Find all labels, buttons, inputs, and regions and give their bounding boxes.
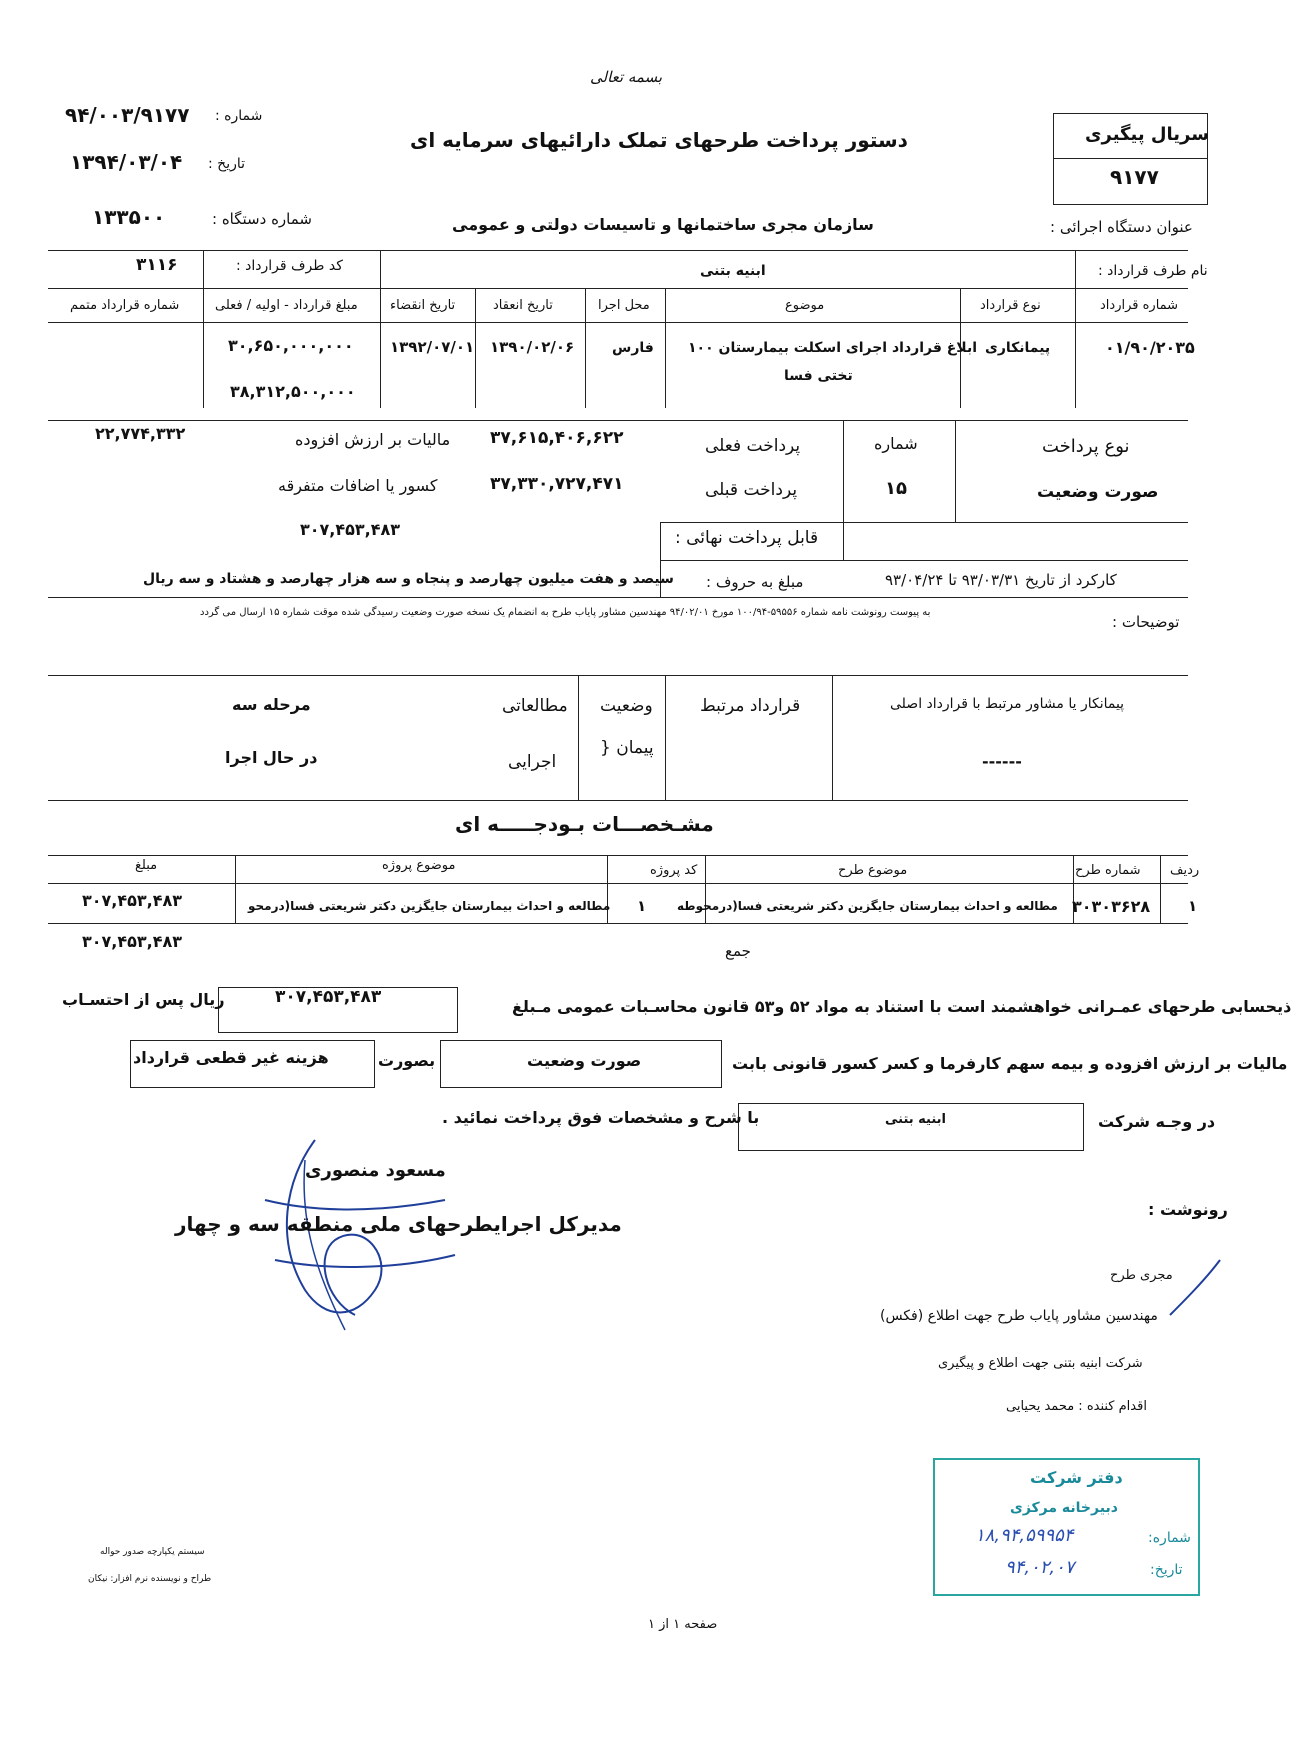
th-expiry-date: تاریخ انقضاء <box>390 298 456 313</box>
amount-initial: ۳۰,۶۵۰,۰۰۰,۰۰۰ <box>228 336 354 355</box>
stamp-subtitle: دبیرخانه مرکزی <box>1010 1500 1118 1516</box>
contractor-value: ------ <box>982 752 1022 771</box>
page-number: صفحه ۱ از ۱ <box>648 1617 718 1632</box>
instruction-line3-a: در وجـه شرکت <box>1098 1112 1216 1131</box>
instruction-line1-b: ریال پس از احتسـاب <box>62 990 225 1009</box>
deductions-label: کسور یا اضافات متفرقه <box>278 476 438 495</box>
budget-total-label: جمع <box>725 942 751 960</box>
expiry-date: ۱۳۹۲/۰۷/۰۱ <box>390 338 475 356</box>
executive-org-value: سازمان مجری ساختمانها و تاسیسات دولتی و عمومی <box>452 215 874 234</box>
signer-name: مسعود منصوری <box>305 1160 446 1181</box>
budget-row-amount: ۳۰۷,۴۵۳,۴۸۳ <box>82 891 183 910</box>
tracking-serial-value: ۹۱۷۷ <box>1110 165 1159 189</box>
in-words-value: سیصد و هفت میلیون چهارصد و پنجاه و سه هزار چهارصد و هشتاد و سه ریال <box>143 571 674 587</box>
budget-plan-subject: مطالعه و احداث بیمارستان جایگزین دکتر شریعتی فسا(درمحوطه <box>677 899 1058 913</box>
th-project-subject: موضوع پروژه <box>382 858 456 873</box>
system-line2: طراح و نویسنده نرم افزار: نیکان <box>88 1574 212 1584</box>
budget-title: مشـخصـــات بـودجـــــه ای <box>455 812 714 836</box>
party-name-value: ابنیه بتنی <box>700 263 766 279</box>
previous-payment-label: پرداخت قبلی <box>705 480 798 500</box>
budget-total-value: ۳۰۷,۴۵۳,۴۸۳ <box>82 932 183 951</box>
payment-number-value: ۱۵ <box>885 478 907 499</box>
contract-subject-line1: ابلاغ قرارداد اجرای اسکلت بیمارستان ۱۰۰ <box>688 340 977 356</box>
date-value: ۱۳۹۴/۰۳/۰۴ <box>70 150 183 174</box>
instruction-line3-company: ابنیه بتنی <box>885 1112 947 1127</box>
stamp-date-value: ۹۴,۰۲,۰۷ <box>1005 1557 1075 1578</box>
contract-location: فارس <box>612 340 654 356</box>
party-code-value: ۳۱۱۶ <box>136 255 178 275</box>
work-period: کارکرد از تاریخ ۹۳/۰۳/۳۱ تا ۹۳/۰۴/۲۴ <box>885 571 1117 589</box>
conclusion-date: ۱۳۹۰/۰۲/۰۶ <box>490 338 575 356</box>
in-words-label: مبلغ به حروف : <box>706 573 804 591</box>
th-plan-number: شماره طرح <box>1075 863 1141 878</box>
th-supplement: شماره قرارداد متمم <box>70 298 180 313</box>
th-subject: موضوع <box>785 298 825 313</box>
stamp-number-label: شماره: <box>1148 1530 1191 1546</box>
current-payment-value: ۳۷,۶۱۵,۴۰۶,۶۲۲ <box>490 428 624 448</box>
budget-row-index: ۱ <box>1188 897 1198 915</box>
number-value: ۹۴/۰۰۳/۹۱۷۷ <box>65 103 190 127</box>
current-payment-label: پرداخت فعلی <box>705 436 801 456</box>
budget-plan-number: ۳۰۳۰۳۶۲۸ <box>1072 897 1151 916</box>
progress-value: در حال اجرا <box>225 748 318 767</box>
contractor-label: پیمانکار یا مشاور مرتبط با قرارداد اصلی <box>890 696 1125 712</box>
final-payable-label: قابل پرداخت نهائی : <box>675 528 819 548</box>
payment-number-label: شماره <box>874 434 918 453</box>
copy-item-1: مجری طرح <box>1110 1268 1173 1283</box>
number-label: شماره : <box>215 108 263 124</box>
payment-type-value: صورت وضعیت <box>1037 482 1159 502</box>
payment-type-label: نوع پرداخت <box>1042 436 1130 457</box>
date-label: تاریخ : <box>208 156 246 172</box>
instruction-line3-b: با شرح و مشخصات فوق پرداخت نمائید . <box>442 1108 760 1127</box>
tracking-serial-label: سریال پیگیری <box>1085 124 1209 145</box>
copy-item-2: مهندسین مشاور پایاب طرح جهت اطلاع (فکس) <box>880 1308 1158 1324</box>
vat-value: ۲۲,۷۷۴,۳۳۲ <box>95 424 186 443</box>
device-number-value: ۱۳۳۵۰۰ <box>92 205 166 229</box>
instruction-line2-b: بصورت <box>378 1051 436 1070</box>
stamp-title: دفتر شرکت <box>1030 1468 1123 1487</box>
executive-org-label: عنوان دستگاه اجرائی : <box>1050 218 1193 236</box>
contract-type: پیمانکاری <box>985 340 1051 356</box>
th-plan-subject: موضوع طرح <box>838 863 908 878</box>
instruction-line1-amount: ۳۰۷,۴۵۳,۴۸۳ <box>275 987 382 1007</box>
contract-number: ۰۱/۹۰/۲۰۳۵ <box>1105 338 1195 357</box>
vat-label: مالیات بر ارزش افزوده <box>295 430 451 449</box>
status-label: وضعیت <box>600 696 653 716</box>
deductions-value: ۳۰۷,۴۵۳,۴۸۳ <box>300 520 401 539</box>
copies-label: رونوشت : <box>1148 1200 1228 1219</box>
action-by: اقدام کننده : محمد یحیایی <box>1006 1399 1147 1414</box>
instruction-line2-a: مالیات بر ارزش افزوده و بیمه سهم کارفرما و کسر کسور قانونی بابت <box>732 1054 1288 1073</box>
stamp-date-label: تاریخ: <box>1150 1562 1183 1578</box>
instruction-line1-a: ذیحسابی طرحهای عمـرانی خواهشمند است با استناد به مواد ۵۲ و۵۳ قانون محاسـبات عمومی مـبلغ <box>512 997 1291 1016</box>
previous-payment-value: ۳۷,۳۳۰,۷۲۷,۴۷۱ <box>490 474 624 494</box>
budget-project-subject: مطالعه و احداث بیمارستان جایگزین دکتر شریعتی فسا(درمحو <box>248 899 611 913</box>
instruction-line2-box: صورت وضعیت <box>527 1051 642 1070</box>
th-contract-type: نوع قرارداد <box>980 298 1041 313</box>
tick-mark-icon <box>1160 1255 1230 1325</box>
signer-position: مدیرکل اجرایطرحهای ملی منطقه سه و چهار <box>175 1212 622 1236</box>
copy-item-3: شرکت ابنیه بتنی جهت اطلاع و پیگیری <box>938 1356 1143 1371</box>
th-conclusion-date: تاریخ انعقاد <box>493 298 553 313</box>
basmala: بسمه تعالی <box>590 68 663 86</box>
th-contract-number: شماره قرارداد <box>1100 298 1179 313</box>
stamp-number-value: ۱۸,۹۴,۵۹۹۵۴ <box>975 1525 1074 1546</box>
contract-subject-line2: تختی فسا <box>784 368 853 384</box>
system-line1: سیستم یکپارچه صدور حواله <box>100 1547 205 1557</box>
th-project-code: کد پروژه <box>650 863 698 878</box>
related-contract-label: قرارداد مرتبط <box>700 696 801 716</box>
contract-brace-label: پیمان { <box>600 738 654 758</box>
instruction-line2-c: هزینه غیر قطعی قرارداد <box>133 1048 329 1067</box>
study-label: مطالعاتی <box>502 696 568 716</box>
budget-project-code: ۱ <box>637 897 647 915</box>
th-amount: مبلغ قرارداد - اولیه / فعلی <box>215 298 358 313</box>
device-number-label: شماره دستگاه : <box>212 210 312 228</box>
page-title: دستور پرداخت طرحهای تملک دارائیهای سرمایه ای <box>410 128 908 152</box>
th-location: محل اجرا <box>598 298 650 313</box>
notes-value: به پیوست رونوشت نامه شماره ۵۹۵۵۶-۱۰۰/۹۴ مورخ ۹۴/۰۲/۰۱ مهندسین مشاور پایاب طرح به انضمام یک نسخه صورت وضعیت رسیدگی شده موقت شماره ۱۵ ارسال می گردد <box>200 607 931 618</box>
execution-label: اجرایی <box>508 752 557 772</box>
stage-value: مرحله سه <box>232 695 311 714</box>
th-row: ردیف <box>1170 863 1200 878</box>
amount-current: ۳۸,۳۱۲,۵۰۰,۰۰۰ <box>230 382 356 401</box>
th-amount-budget: مبلغ <box>135 858 158 873</box>
notes-label: توضیحات : <box>1112 613 1180 631</box>
party-code-label: کد طرف قرارداد : <box>236 258 343 274</box>
party-name-label: نام طرف قرارداد : <box>1098 263 1208 279</box>
